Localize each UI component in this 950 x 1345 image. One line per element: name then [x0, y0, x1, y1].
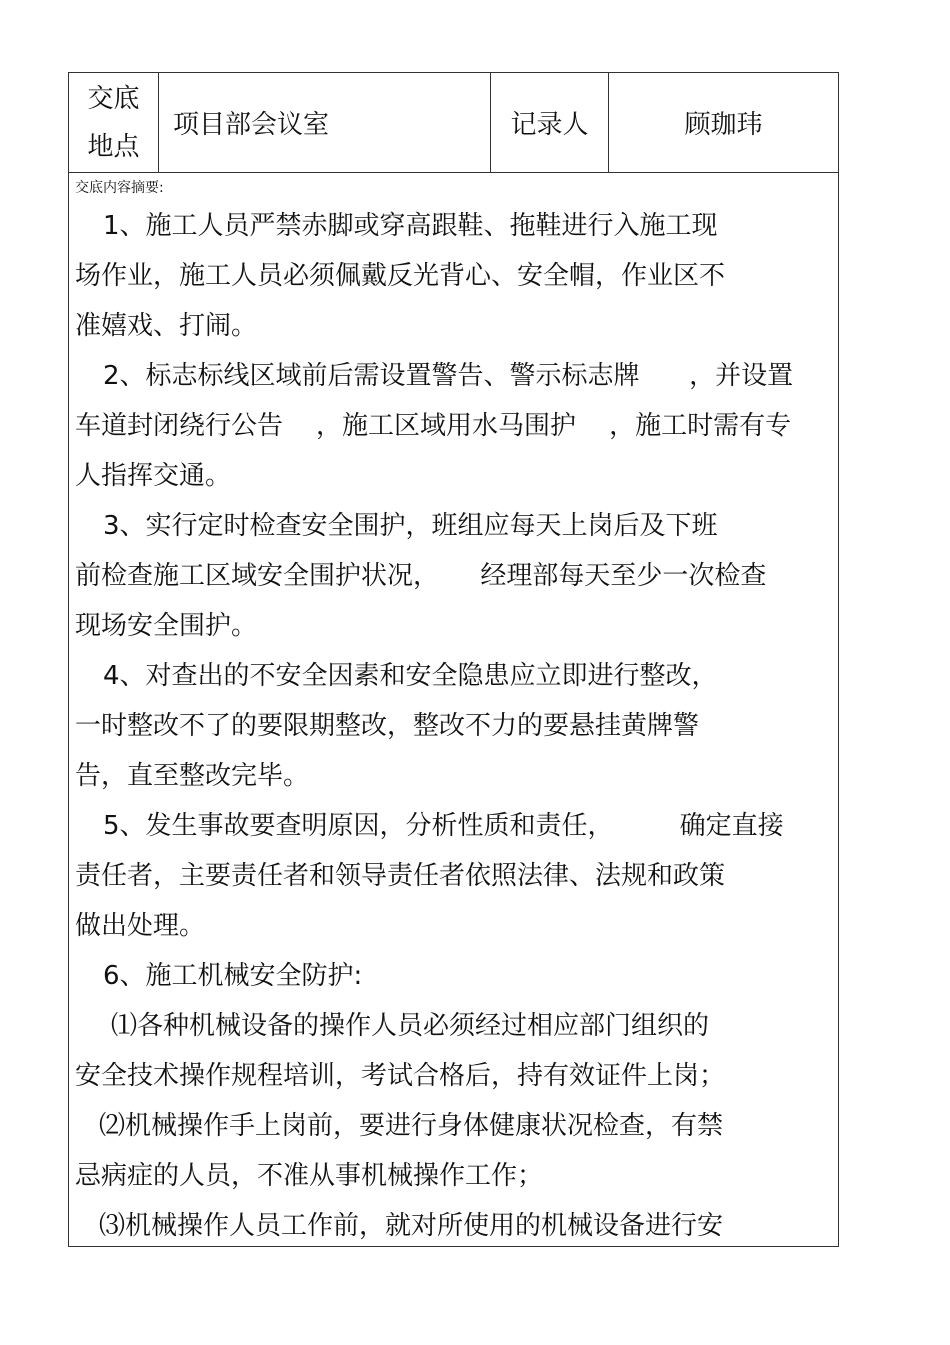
content-line: 3、实行定时检查安全围护，班组应每天上岗后及下班	[103, 511, 718, 541]
content-line: ⑴各种机械设备的操作人员必须经过相应部门组织的	[111, 1011, 710, 1041]
recorder-label-cell	[491, 73, 609, 172]
recorder-value-cell	[609, 73, 838, 172]
content-line: 6、施工机械安全防护:	[103, 961, 363, 991]
recorder-label: 记录人	[510, 110, 589, 140]
content-line: ⑵机械操作手上岗前，要进行身体健康状况检查，有禁	[99, 1111, 724, 1141]
content-line: 场作业，施工人员必须佩戴反光背心、安全帽，作业区不	[75, 261, 726, 291]
content-line: 前检查施工区域安全围护状况， 经理部每天至少一次检查	[75, 561, 767, 591]
content-line: ⑶机械操作人员工作前，就对所使用的机械设备进行安	[99, 1211, 724, 1241]
location-label-line-2: 地点	[87, 131, 140, 162]
content-line: 人指挥交通。	[75, 461, 232, 491]
location-label-line-1: 交底	[87, 83, 140, 114]
content-line: 做出处理。	[75, 911, 206, 941]
content-line: 准嬉戏、打闹。	[75, 311, 258, 341]
content-line: 一时整改不了的要限期整改，整改不力的要悬挂黄牌警	[75, 711, 700, 741]
recorder-value: 顾珈玮	[684, 110, 763, 140]
content-line: 2、标志标线区域前后需设置警告、警示标志牌 ，并设置	[103, 361, 794, 391]
location-value-cell	[159, 73, 491, 172]
summary-label: 交底内容摘要:	[75, 180, 164, 196]
content-line: 5、发生事故要查明原因，分析性质和责任， 确定直接	[103, 811, 784, 841]
content-line: 现场安全围护。	[75, 611, 258, 641]
content-line: 车道封闭绕行公告 ，施工区域用水马围护 ，施工时需有专	[75, 411, 792, 441]
content-line: 1、施工人员严禁赤脚或穿高跟鞋、拖鞋进行入施工现	[103, 211, 718, 241]
content-line: 告，直至整改完毕。	[75, 761, 310, 791]
briefing-content	[75, 201, 833, 1251]
content-line: 安全技术操作规程培训，考试合格后，持有效证件上岗；	[75, 1061, 726, 1091]
briefing-form	[68, 72, 839, 1247]
location-label-cell	[69, 73, 159, 172]
content-line: 责任者，主要责任者和领导责任者依照法律、法规和政策	[75, 861, 726, 891]
content-line: 4、对查出的不安全因素和安全隐患应立即进行整改，	[103, 661, 718, 691]
form-header-row	[69, 73, 838, 173]
content-line: 忌病症的人员，不准从事机械操作工作；	[75, 1161, 544, 1191]
location-value: 项目部会议室	[173, 110, 330, 140]
